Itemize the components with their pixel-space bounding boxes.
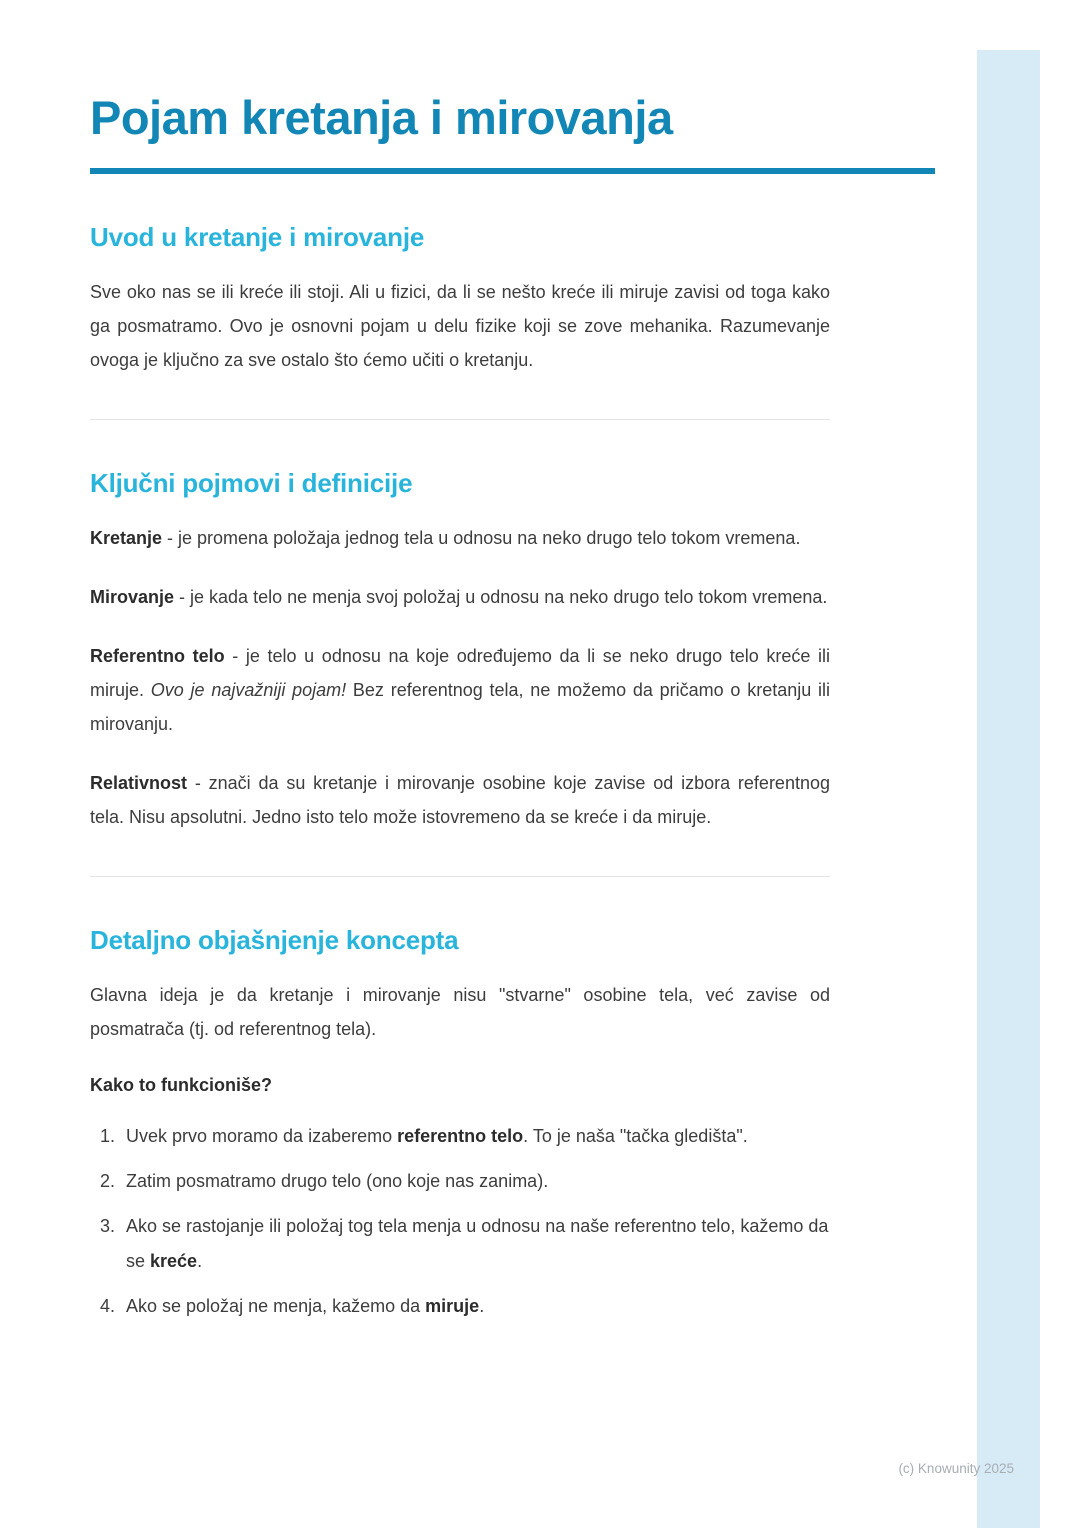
definition-text-continued: Bez referentnog tela, ne možemo da pričamo o kretanju ili mirovanju. (90, 679, 830, 734)
intro-paragraph: Sve oko nas se ili kreće ili stoji. Ali u fizici, da li se nešto kreće ili miruje zavisi od toga kako ga posmatramo. Ovo je osnovni pojam u delu fizike koji se zove mehanika. Razumevanje ovoga je ključno za sve ostalo što ćemo učiti o kretanju. (90, 281, 830, 370)
step-text: . (479, 1295, 485, 1316)
definition-relativnost (90, 766, 830, 834)
definition-emphasis: Ovo je najvažniji pojam! (150, 679, 347, 700)
explanation-intro: Glavna ideja je da kretanje i mirovanje nisu "stvarne" osobine tela, već zavise od posmatrača (tj. od referentnog tela). (90, 984, 830, 1039)
step-text: Zatim posmatramo drugo telo (ono koje nas zanima). (126, 1170, 549, 1191)
definition-text: - znači da su kretanje i mirovanje osobine koje zavise od izbora referentnog tela. Nisu apsolutni. Jedno isto telo može istovremeno da se kreće i da miruje. (90, 772, 830, 827)
explanation-subheading: Kako to funkcioniše? (90, 1074, 273, 1095)
page-title: Pojam kretanja i mirovanja (90, 91, 673, 144)
steps-list (90, 1119, 830, 1324)
title-rule (90, 168, 935, 174)
side-accent-strip (977, 50, 1040, 1528)
definition-text: - je kada telo ne menja svoj položaj u odnosu na neko drugo telo tokom vremena. (174, 586, 828, 607)
step-text: Ako se rastojanje ili položaj tog tela menja u odnosu na naše referentno telo, kažemo da se (126, 1215, 829, 1271)
document-content (90, 0, 830, 1334)
step-bold: referentno telo (397, 1125, 524, 1146)
definition-referentno-telo (90, 639, 830, 741)
step-text: Uvek prvo moramo da izaberemo (126, 1125, 398, 1146)
section-heading-intro: Uvod u kretanje i mirovanje (90, 221, 425, 252)
step-item-3 (120, 1209, 830, 1279)
section-explanation (90, 925, 830, 1324)
copyright-notice: (c) Knowunity 2025 (898, 1461, 1014, 1476)
step-item-4 (120, 1289, 830, 1324)
definition-term: Relativnost (90, 772, 188, 793)
definition-term: Mirovanje (90, 586, 175, 607)
section-divider (90, 876, 830, 877)
definition-text: - je telo u odnosu na koje određujemo da li se neko drugo telo kreće ili miruje. (90, 645, 830, 700)
section-divider (90, 419, 830, 420)
step-text: Ako se položaj ne menja, kažemo da (126, 1295, 426, 1316)
step-item-1 (120, 1119, 830, 1154)
step-text: . (197, 1250, 203, 1271)
step-bold: miruje (425, 1295, 480, 1316)
step-item-2 (120, 1164, 830, 1199)
section-definitions (90, 468, 830, 834)
definition-term: Kretanje (90, 527, 163, 548)
definition-kretanje (90, 521, 830, 555)
section-intro (90, 222, 830, 377)
step-bold: kreće (150, 1250, 198, 1271)
definition-mirovanje (90, 580, 830, 614)
definition-term: Referentno telo (90, 645, 225, 666)
section-heading-explanation: Detaljno objašnjenje koncepta (90, 924, 459, 955)
section-heading-definitions: Ključni pojmovi i definicije (90, 467, 413, 498)
step-text: . To je naša "tačka gledišta". (523, 1125, 748, 1146)
definition-text: - je promena položaja jednog tela u odnosu na neko drugo telo tokom vremena. (162, 527, 801, 548)
